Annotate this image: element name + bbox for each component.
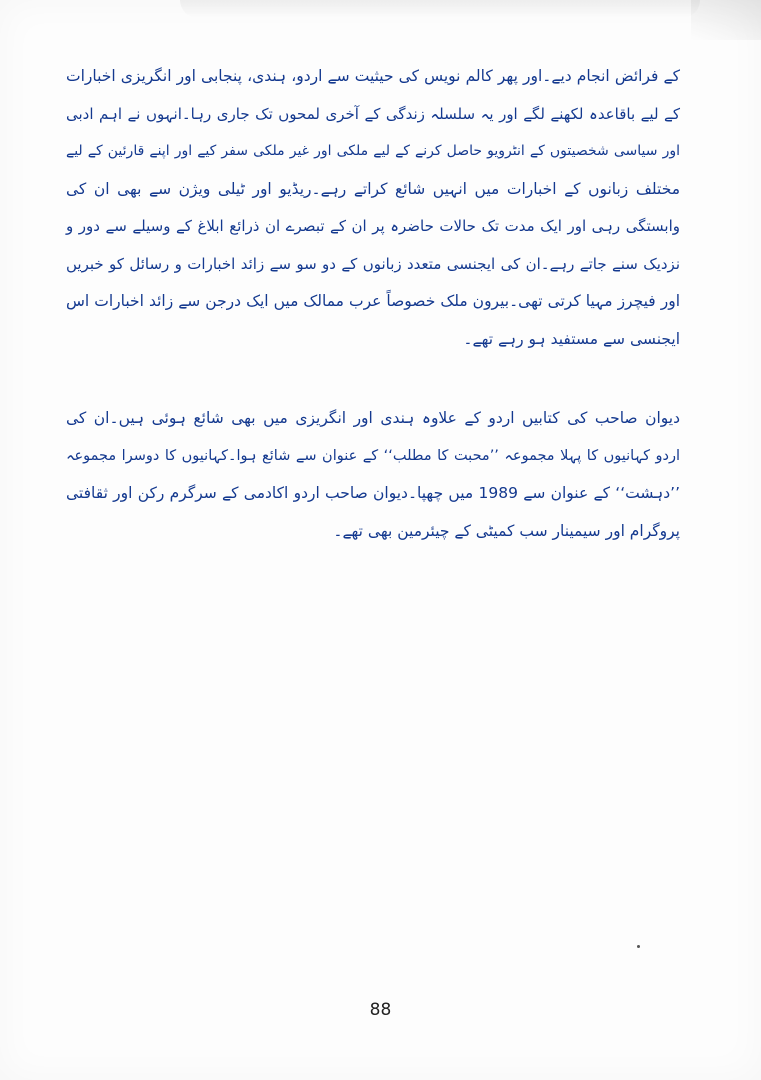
text-line: کے لیے باقاعدہ لکھنے لگے اور یہ سلسلہ زندگی کے آخری لمحوں تک جاری رہا۔انہوں نے اہم ادبی [66,104,680,123]
text-line: وابستگی رہی اور ایک مدت تک حالات حاضرہ پر ان کے تبصرے ان ذرائع ابلاغ کے وسیلے سے دور و [66,217,680,235]
text-line: نزدیک سنے جاتے رہے۔ان کی ایجنسی متعدد زبانوں کے دو سو سے زائد اخبارات و رسائل کو خبریں [66,254,680,273]
text-line: مختلف زبانوں کے اخبارات میں انہیں شائع کراتے رہے۔ریڈیو اور ٹیلی ویژن سے بھی ان کی [66,179,680,198]
scan-smudge-top [180,0,700,18]
text-line: کے فرائض انجام دیے۔اور پھر کالم نویس کی حیثیت سے اردو، ہندی، پنجابی اور انگریزی اخبارات [66,67,680,85]
paragraph-2 [66,400,680,550]
page-number: 88 [369,1000,392,1020]
text-line: اور سیاسی شخصیتوں کے انٹرویو حاصل کرنے کے لیے ملکی اور غیر ملکی سفر کیے اور اپنے قارئین کے لیے [66,143,680,159]
scan-speck [637,945,640,948]
text-line: پروگرام اور سیمینار سب کمیٹی کے چیئرمین بھی تھے۔ [333,521,680,540]
text-line: اردو کہانیوں کا پہلا مجموعہ ’’محبت کا مطلب‘‘ کے عنوان سے شائع ہوا۔کہانیوں کا دوسرا مجموعہ [66,447,680,464]
text-line: دیوان صاحب کی کتابیں اردو کے علاوہ ہندی اور انگریزی میں بھی شائع ہوئی ہیں۔ان کی [66,409,680,427]
paragraph-1 [66,58,680,358]
text-line: اور فیچرز مہیا کرتی تھی۔بیرون ملک خصوصاً عرب ممالک میں ایک درجن سے زائد اخبارات اس [66,292,680,310]
scan-smudge-corner [691,0,761,40]
text-line: ایجنسی سے مستفید ہو رہے تھے۔ [463,329,680,348]
text-line: ’’دہشت‘‘ کے عنوان سے 1989 میں چھپا۔دیوان صاحب اردو اکادمی کے سرگرم رکن اور ثقافتی [66,484,681,502]
